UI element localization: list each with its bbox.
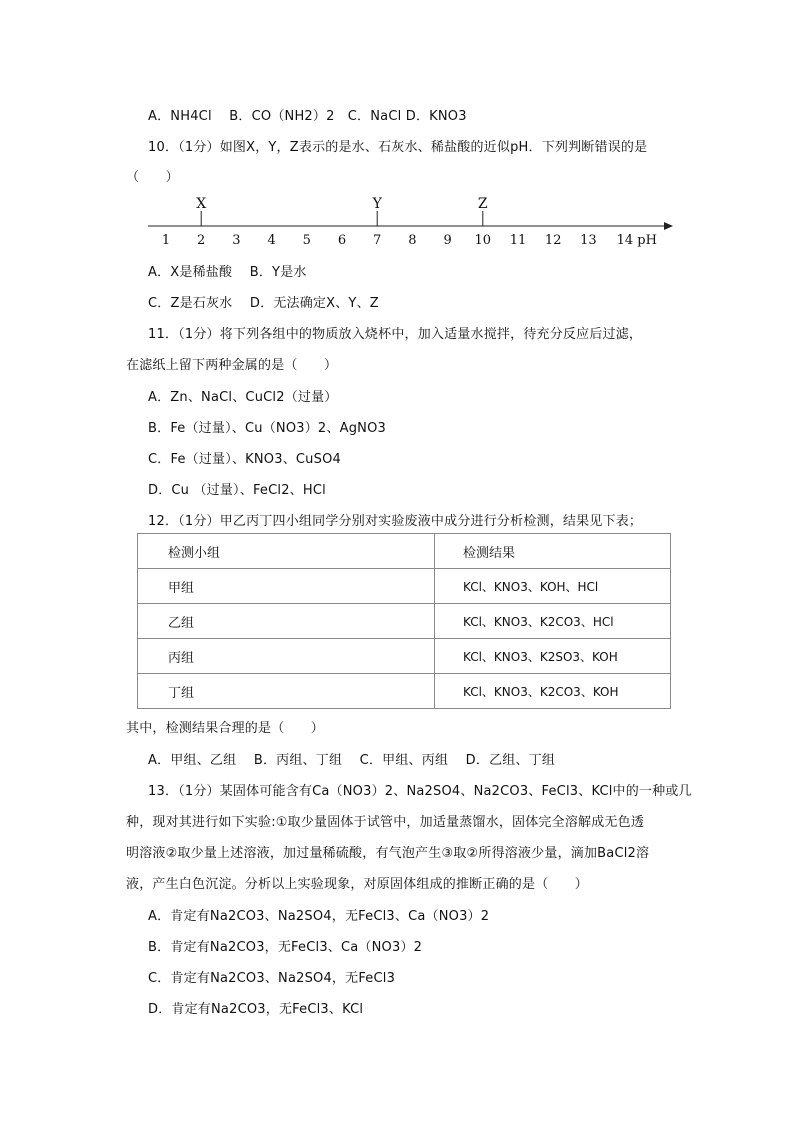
- table-row: [138, 604, 671, 639]
- ph-label-10: 10: [474, 233, 492, 248]
- ph-scale-diagram: [140, 190, 680, 252]
- header-group: 检测小组: [138, 534, 435, 569]
- marker-label-z: Z: [477, 196, 488, 212]
- q13-stem-line3: 明溶液②取少量上述溶液，加过量稀硫酸，有气泡产生③取②所得溶液少量，滴加BaCl2溶: [126, 846, 650, 861]
- q13-option-d: D．肯定有Na2CO3，无FeCl3、KCl: [148, 1002, 364, 1017]
- q13-stem-line2: 种，现对其进行如下实验:①取少量固体于试管中，加适量蒸馏水，固体完全溶解成无色透: [126, 815, 645, 830]
- ph-label-7: 7: [373, 233, 382, 248]
- table-row: [138, 674, 671, 709]
- ph-label-9: 9: [443, 233, 452, 248]
- ph-label-2: 2: [197, 233, 206, 248]
- header-result: 检测结果: [435, 534, 671, 569]
- ph-label-5: 5: [302, 233, 311, 248]
- q11-stem-line2: 在滤纸上留下两种金属的是（ ）: [126, 358, 338, 373]
- q12-question: 其中，检测结果合理的是（ ）: [126, 721, 325, 736]
- q10-options-cd: C．Z是石灰水 D．无法确定X、Y、Z: [148, 296, 379, 311]
- table-row: [138, 639, 671, 674]
- ph-label-1: 1: [161, 233, 171, 248]
- q12-results-table: [137, 533, 671, 709]
- cell-group: 乙组: [138, 604, 435, 639]
- table-header-row: [138, 534, 671, 569]
- cell-group: 丙组: [138, 639, 435, 674]
- q13-option-b: B．肯定有Na2CO3，无FeCl3、Ca（NO3）2: [148, 940, 423, 955]
- q10-options-ab: A．X是稀盐酸 B．Y是水: [148, 265, 307, 280]
- cell-result: KCl、KNO3、K2SO3、KOH: [435, 639, 671, 674]
- marker-label-y: Y: [372, 196, 382, 212]
- q9-options: A．NH4Cl B．CO（NH2）2 C．NaCl D．KNO3: [148, 109, 467, 124]
- ph-label-8: 8: [408, 233, 417, 248]
- q13-stem-line4: 液，产生白色沉淀。分析以上实验现象，对原固体组成的推断正确的是（ ）: [126, 877, 589, 892]
- ph-label-3: 3: [232, 233, 241, 248]
- table-row: [138, 569, 671, 604]
- cell-group: 丁组: [138, 674, 435, 709]
- q11-option-c: C．Fe（过量）、KNO3、CuSO4: [148, 452, 341, 467]
- q13-stem-line1: 13．（1分）某固体可能含有Ca（NO3）2、Na2SO4、Na2CO3、FeCl3、KCl中的一种或几: [148, 784, 692, 799]
- q10-answer-paren: （ ）: [126, 170, 179, 185]
- cell-result: KCl、KNO3、K2CO3、HCl: [435, 604, 671, 639]
- ph-label-11: 11: [509, 233, 527, 248]
- q11-option-d: D．Cu （过量）、FeCl2、HCl: [148, 483, 326, 498]
- ph-label-13: 13: [580, 233, 597, 248]
- q12-options: A．甲组、乙组 B．丙组、丁组 C．甲组、丙组 D．乙组、丁组: [148, 753, 556, 768]
- q11-option-b: B．Fe（过量）、Cu（NO3）2、AgNO3: [148, 421, 386, 436]
- cell-result: KCl、KNO3、K2CO3、KOH: [435, 674, 671, 709]
- ph-label-12: 12: [544, 233, 562, 248]
- cell-result: KCl、KNO3、KOH、HCl: [435, 569, 671, 604]
- q13-option-a: A．肯定有Na2CO3、Na2SO4，无FeCl3、Ca（NO3）2: [148, 909, 490, 924]
- q10-stem: 10．（1分）如图X，Y，Z表示的是水、石灰水、稀盐酸的近似pH．下列判断错误的是: [148, 140, 648, 155]
- ph-ticks: [162, 233, 657, 248]
- ph-label-14: 14 pH: [616, 233, 657, 248]
- q11-option-a: A．Zn、NaCl、CuCl2（过量）: [148, 390, 338, 405]
- ph-axis-arrow: [664, 222, 673, 230]
- ph-label-6: 6: [337, 233, 347, 248]
- marker-label-x: X: [196, 196, 207, 212]
- q13-option-c: C．肯定有Na2CO3、Na2SO4，无FeCl3: [148, 971, 396, 986]
- cell-group: 甲组: [138, 569, 435, 604]
- ph-label-4: 4: [267, 233, 276, 248]
- q11-stem-line1: 11．（1分）将下列各组中的物质放入烧杯中，加入适量水搅拌，待充分反应后过滤，: [148, 327, 643, 342]
- q12-stem: 12．（1分）甲乙丙丁四小组同学分别对实验废液中成分进行分析检测，结果见下表；: [148, 514, 643, 529]
